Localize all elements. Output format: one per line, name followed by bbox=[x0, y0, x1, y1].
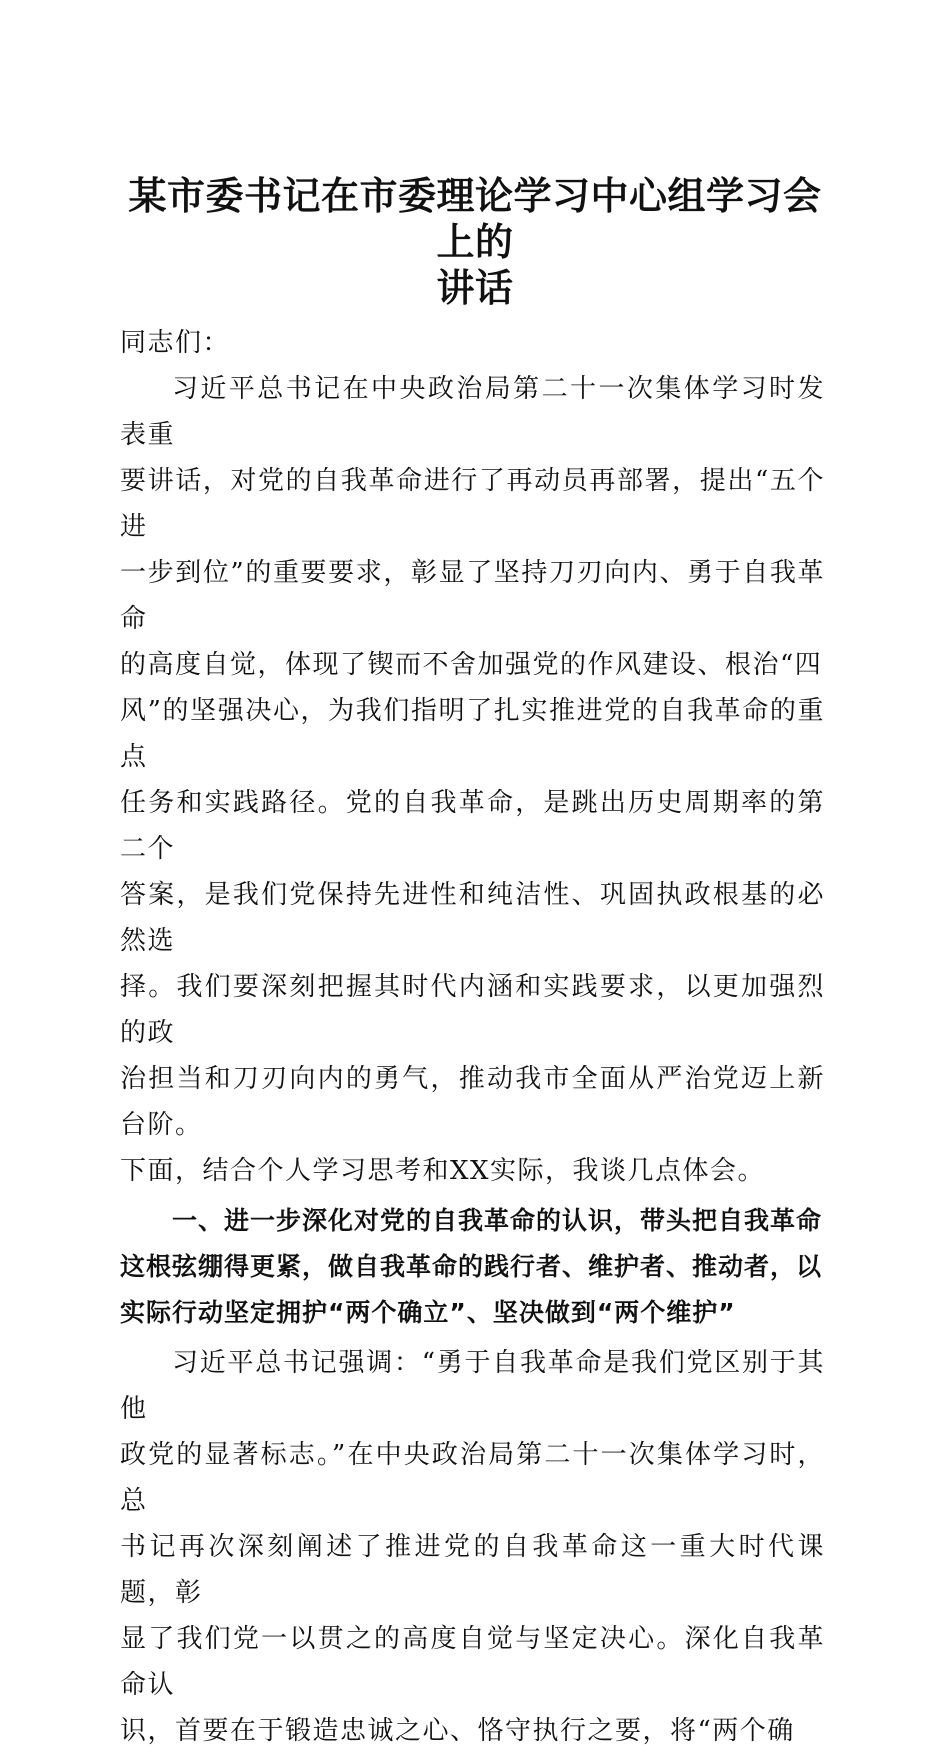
paragraph-line: 习近平总书记在中央政治局第二十一次集体学习时发表重 bbox=[120, 374, 825, 450]
paragraph-line: 要讲话，对党的自我革命进行了再动员再部署，提出“五个进 bbox=[120, 466, 825, 542]
paragraph-line: 答案，是我们党保持先进性和纯洁性、巩固执政根基的必然选 bbox=[120, 880, 825, 956]
document-body bbox=[120, 320, 825, 1754]
heading-line: 这根弦绷得更紧，做自我革命的践行者、维护者、推动者，以 bbox=[120, 1252, 823, 1281]
section-heading-1 bbox=[120, 1198, 825, 1336]
title-line-1: 某市委书记在市委理论学习中心组学习会上的 bbox=[128, 173, 822, 264]
document-title bbox=[110, 173, 840, 311]
paragraph-line: 风”的坚强决心，为我们指明了扎实推进党的自我革命的重点 bbox=[120, 696, 825, 772]
salutation: 同志们： bbox=[120, 328, 231, 358]
paragraph-line: 显了我们党一以贯之的高度自觉与坚定决心。深化自我革命认 bbox=[120, 1624, 825, 1700]
paragraph-line: 政党的显著标志。”在中央政治局第二十一次集体学习时，总 bbox=[120, 1440, 825, 1516]
paragraph-line: 的高度自觉，体现了锲而不舍加强党的作风建设、根治“四 bbox=[120, 650, 823, 680]
heading-line: 实际行动坚定拥护“两个确立”、坚决做到“两个维护” bbox=[120, 1298, 736, 1327]
paragraph-line: 择。我们要深刻把握其时代内涵和实践要求，以更加强烈的政 bbox=[120, 972, 825, 1048]
paragraph-line: 下面，结合个人学习思考和XX实际，我谈几点体会。 bbox=[120, 1156, 766, 1186]
paragraph-line: 书记再次深刻阐述了推进党的自我革命这一重大时代课题，彰 bbox=[120, 1532, 825, 1608]
paragraph-line: 治担当和刀刃向内的勇气，推动我市全面从严治党迈上新台阶。 bbox=[120, 1064, 825, 1140]
paragraph-line: 习近平总书记强调：“勇于自我革命是我们党区别于其他 bbox=[120, 1348, 825, 1424]
paragraph-line: 任务和实践路径。党的自我革命，是跳出历史周期率的第二个 bbox=[120, 788, 825, 864]
heading-line: 一、进一步深化对党的自我革命的认识，带头把自我革命 bbox=[172, 1206, 823, 1235]
paragraph-line: 一步到位”的重要要求，彰显了坚持刀刃向内、勇于自我革命 bbox=[120, 558, 825, 634]
paragraph-intro bbox=[120, 366, 825, 1194]
paragraph-line: 识，首要在于锻造忠诚之心、恪守执行之要，将“两个确 bbox=[120, 1716, 795, 1746]
title-line-2: 讲话 bbox=[436, 265, 514, 310]
paragraph-section-1 bbox=[120, 1340, 825, 1754]
